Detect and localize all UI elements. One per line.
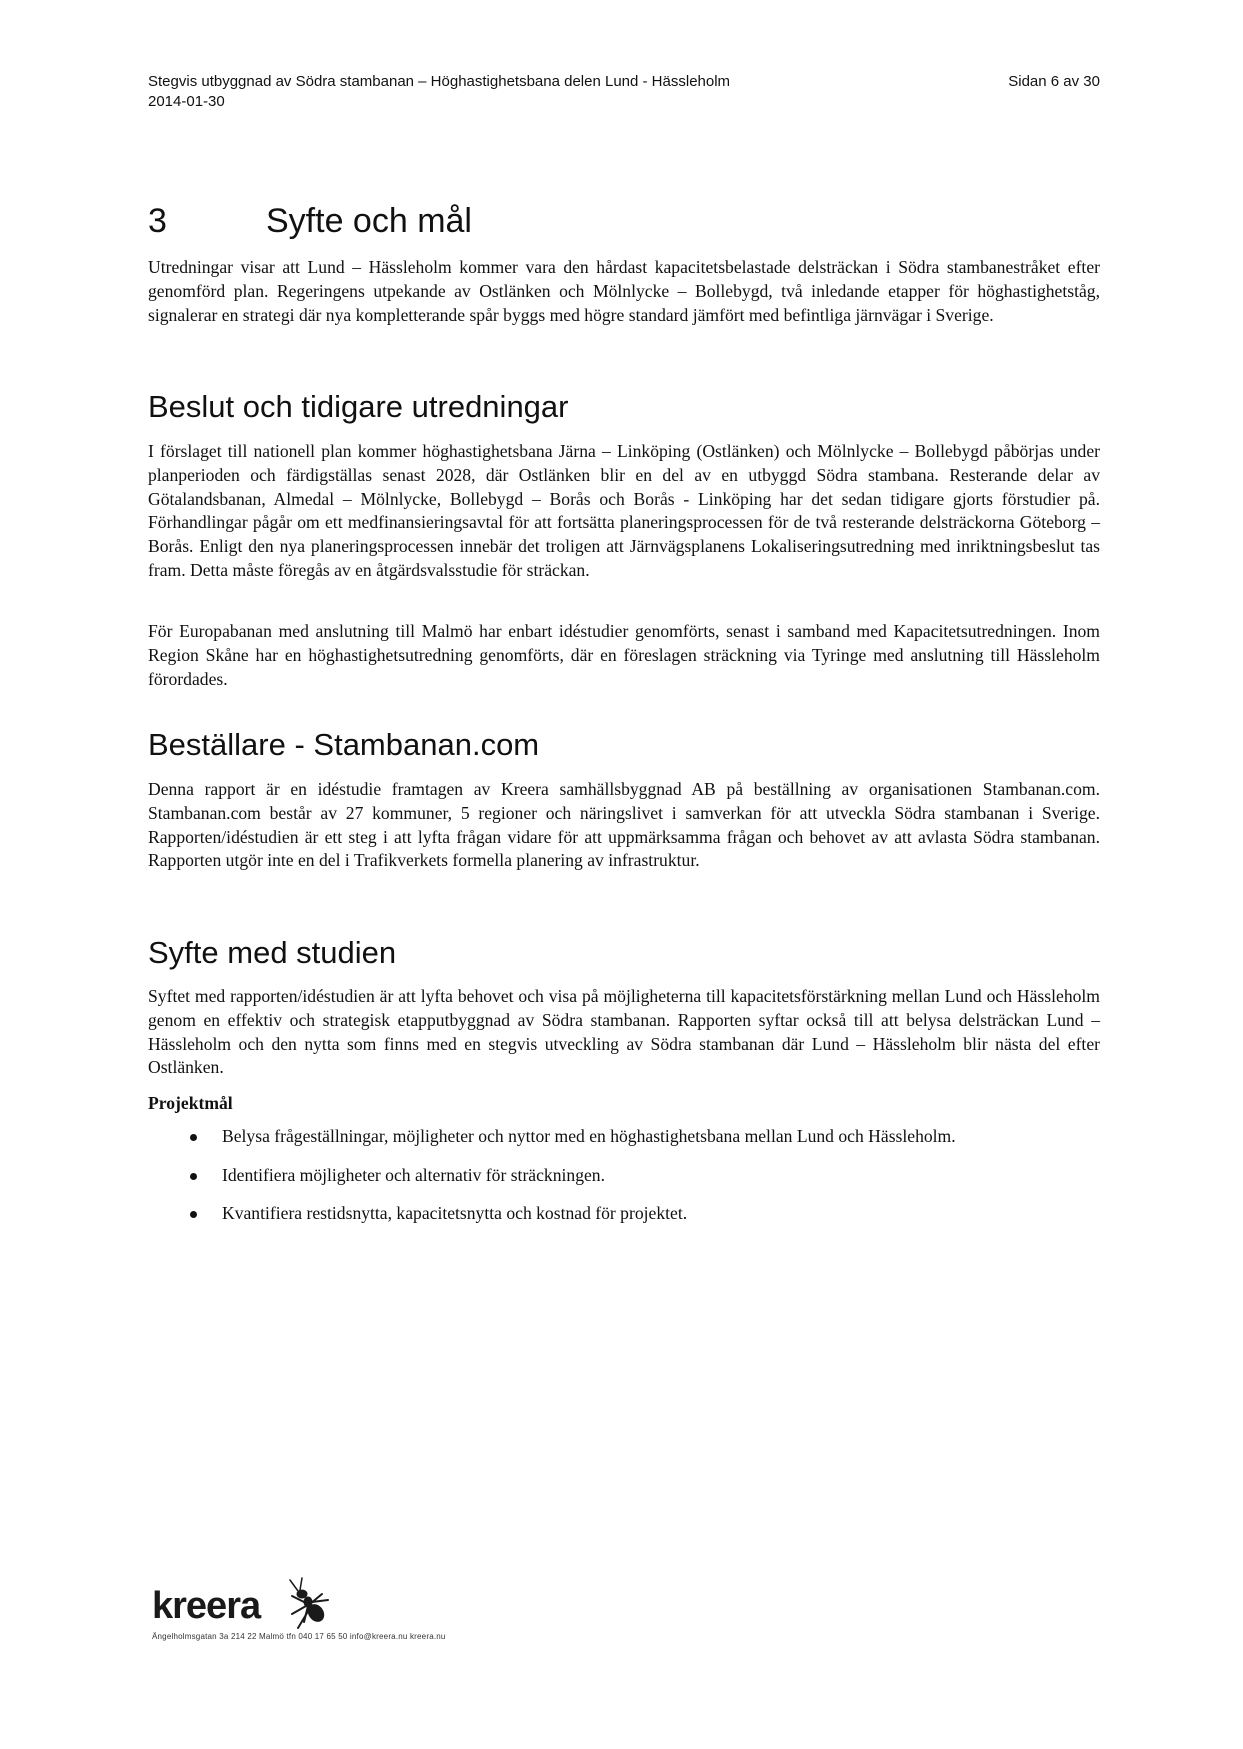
syfte-paragraph: Syftet med rapporten/idéstudien är att lyfta behovet och visa på möjligheterna till kapacitetsförstärkning mellan Lund och Hässleholm genom en effektiv och strategisk etapputbyggnad av Södra stambanan. Rapporten syftar också till att belysa delsträckan Lund – Hässleholm och den nytta som finns med en stegvis utveckling av Södra stambanan där Lund – Hässleholm blir nästa del efter Ostlänken.	[148, 986, 1100, 1078]
list-item-text: Belysa frågeställningar, möjligheter och nyttor med en höghastighetsbana mellan Lund och Hässleholm.	[222, 1126, 956, 1146]
page-number: Sidan 6 av 30	[1008, 73, 1100, 90]
section-heading-beslut: Beslut och tidigare utredningar	[148, 389, 569, 424]
page-footer	[152, 1572, 552, 1642]
list-item	[148, 1163, 956, 1187]
chapter-number: 3	[148, 202, 167, 240]
header-date: 2014-01-30	[148, 93, 225, 110]
chapter-intro: Utredningar visar att Lund – Hässleholm kommer vara den hårdast kapacitetsbelastade delsträckan i Södra stambanestråket efter genomförd plan. Regeringens utpekande av Ostlänken och Mölnlycke – Bollebygd, två inledande etapper för höghastighetståg, signalerar en strategi där nya kompletterande spår byggs med högre standard jämfört med befintliga järnvägar i Sverige.	[148, 257, 1100, 325]
bullet-icon	[190, 1173, 197, 1180]
header-title: Stegvis utbyggnad av Södra stambanan – Höghastighetsbana delen Lund - Hässleholm	[148, 73, 731, 90]
footer-address: Ängelholmsgatan 3a 214 22 Malmö tfn 040 17 65 50 info@kreera.nu kreera.nu	[152, 1632, 446, 1641]
list-item	[148, 1124, 956, 1148]
list-item-text: Kvantifiera restidsnytta, kapacitetsnytta och kostnad för projektet.	[222, 1203, 688, 1223]
list-item	[148, 1201, 956, 1225]
chapter-heading	[148, 200, 472, 242]
section-heading-syfte: Syfte med studien	[148, 935, 397, 970]
header-left	[148, 72, 730, 112]
bullet-icon	[190, 1211, 197, 1218]
bestallare-paragraph: Denna rapport är en idéstudie framtagen av Kreera samhällsbyggnad AB på beställning av organisationen Stambanan.com. Stambanan.com består av 27 kommuner, 5 regioner och näringslivet i samverkan för att utveckla Södra stambanan i Sverige. Rapporten/idéstudien är ett steg i att lyfta frågan vidare för att uppmärksamma frågan och behovet av att avlasta Södra stambanan. Rapporten utgör inte en del i Trafikverkets formella planering av infrastruktur.	[148, 779, 1100, 871]
bullet-icon	[190, 1134, 197, 1141]
chapter-title: Syfte och mål	[266, 202, 472, 240]
projektmal-list	[148, 1124, 956, 1240]
beslut-paragraph-1: I förslaget till nationell plan kommer höghastighetsbana Järna – Linköping (Ostlänken) och Mölnlycke – Bollebygd påbörjas under planperioden och färdigställas senast 2028, där Ostlänken blir en del av en utbyggd Södra stambana. Resterande delar av Götalandsbanan, Almedal – Mölnlycke, Bollebygd – Borås och Borås - Linköping har det sedan tidigare gjorts förstudier på. Förhandlingar pågår om ett medfinansieringsavtal för att fortsätta planeringsprocessen för de två resterande delsträckorna Göteborg – Borås. Enligt den nya planeringsprocessen innebär det troligen att Järnvägsplanens Lokaliseringsutredning med inriktningsbeslut tas fram. Detta måste föregås av en åtgärdsvalsstudie för sträckan.	[148, 441, 1100, 580]
ant-logo-icon	[262, 1572, 342, 1632]
section-heading-bestallare: Beställare - Stambanan.com	[148, 727, 540, 762]
beslut-paragraph-2: För Europabanan med anslutning till Malmö har enbart idéstudier genomförts, senast i samband med Kapacitetsutredningen. Inom Region Skåne har en höghastighetsutredning genomförts, där en föreslagen sträckning via Tyringe med anslutning till Hässleholm förordades.	[148, 621, 1100, 689]
projektmal-heading: Projektmål	[148, 1093, 233, 1113]
list-item-text: Identifiera möjligheter och alternativ för sträckningen.	[222, 1164, 605, 1185]
kreera-logo: kreera	[152, 1585, 261, 1627]
